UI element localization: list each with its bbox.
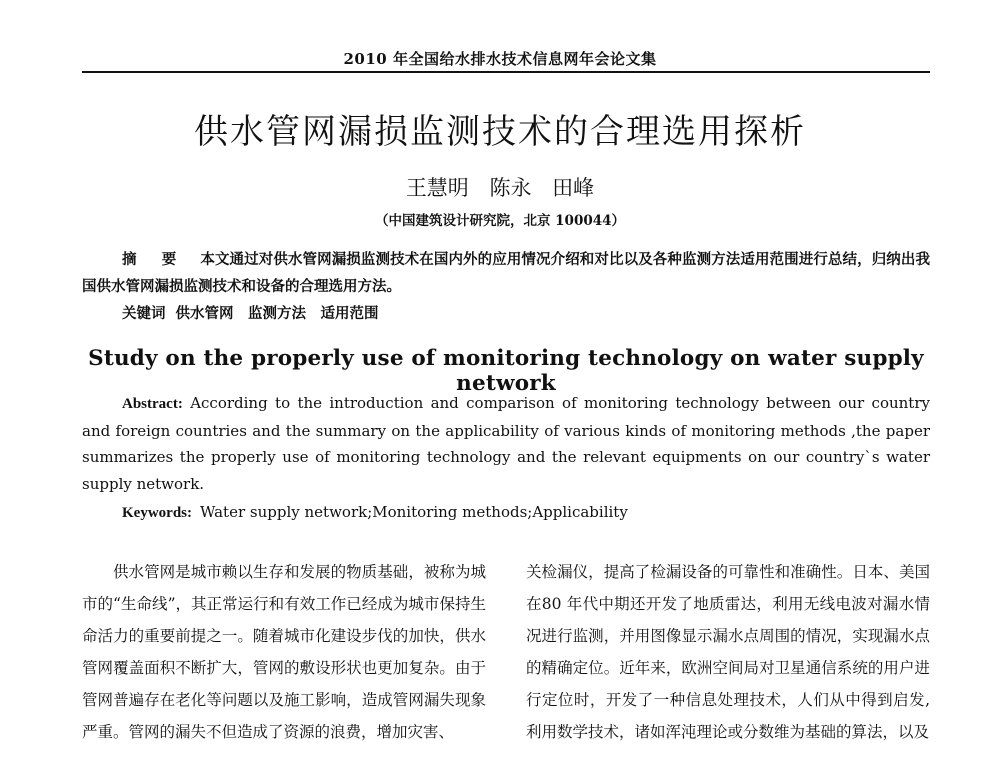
header-rule — [82, 71, 930, 73]
body-paragraph-left: 供水管网是城市赖以生存和发展的物质基础，被称为城市的“生命线”，其正常运行和有效工作已经成为城市保持生命活力的重要前提之一。随着城市化建设步伐的加快，供水管网覆盖面积不断扩大，管网的敷设形状也更加复杂。由于管网普遍存在老化等问题以及施工影响，造成管网漏失现象严重。管网的漏失不但造成了资源的浪费，增加灾害、 — [82, 563, 486, 741]
body-right-column — [526, 556, 930, 748]
chinese-keywords — [122, 300, 930, 327]
english-abstract-label: Abstract: — [122, 396, 183, 412]
chinese-abstract-label: 摘 要 — [122, 251, 187, 268]
english-keywords — [122, 499, 930, 527]
paper-title: 供水管网漏损监测技术的合理选用探析 — [194, 112, 806, 152]
running-head: 2010 年全国给水排水技术信息网年会论文集 — [343, 50, 657, 68]
english-abstract-paragraph — [82, 390, 930, 497]
affiliation: （中国建筑设计研究院，北京 100044） — [374, 213, 626, 229]
chinese-abstract-text: 本文通过对供水管网漏损监测技术在国内外的应用情况介绍和对比以及各种监测方法适用范围进行总结，归纳出我国供水管网漏损监测技术和设备的合理选用方法。 — [82, 251, 930, 295]
body-paragraph-right: 关检漏仪，提高了检漏设备的可靠性和准确性。日本、美国在80 年代中期还开发了地质雷达，利用无线电波对漏水情况进行监测，并用图像显示漏水点周围的情况，实现漏水点的精确定位。近年来，欧洲空间局对卫星通信系统的用户进行定位时，开发了一种信息处理技术，人们从中得到启发,利用数学技术，诸如浑沌理论或分数维为基础的算法，以及 — [526, 563, 930, 741]
english-abstract-text: According to the introduction and comparison of monitoring technology between our country and foreign countries and the summary on the applicability of various kinds of monitoring methods ,the paper summarizes the properly use of monitoring technology and the relevant equipments on our country`s water supply network. — [82, 394, 930, 493]
chinese-abstract — [82, 246, 930, 327]
chinese-keywords-label: 关键词 — [122, 305, 166, 322]
chinese-keywords-text: 供水管网 监测方法 适用范围 — [175, 305, 379, 322]
english-keywords-label: Keywords: — [122, 505, 192, 521]
english-title: Study on the properly use of monitoring technology on water supply network — [88, 346, 924, 396]
authors: 王慧明 陈永 田峰 — [405, 176, 595, 200]
body-left-column — [82, 556, 486, 748]
english-keywords-text: Water supply network;Monitoring methods;Applicability — [200, 503, 628, 521]
chinese-abstract-paragraph — [82, 246, 930, 300]
english-abstract — [82, 390, 930, 527]
